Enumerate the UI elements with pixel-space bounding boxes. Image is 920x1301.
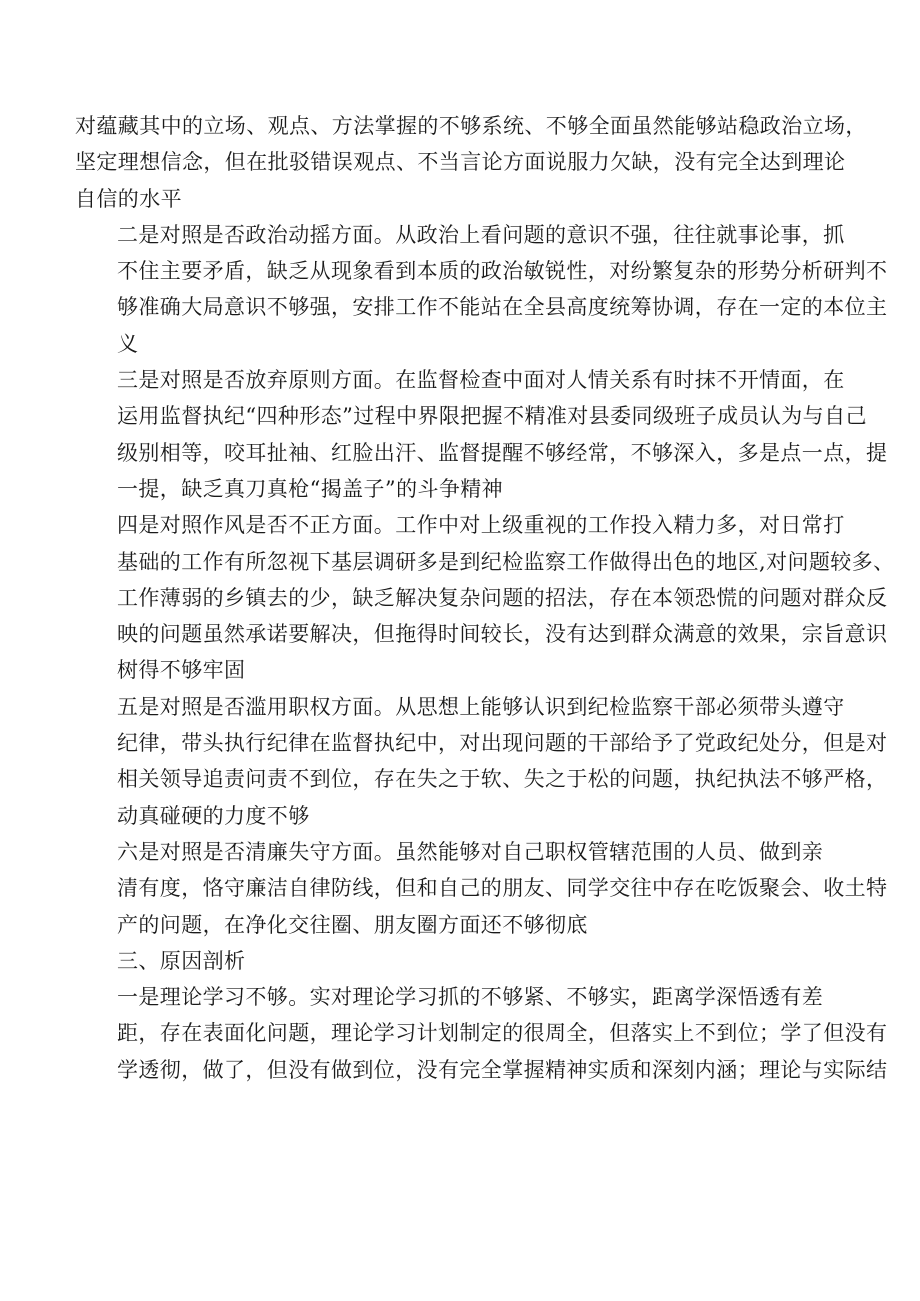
text-line: 对蕴藏其中的立场、观点、方法掌握的不够系统、不够全面虽然能够站稳政治立场，	[75, 114, 867, 138]
text-line: 树得不够牢固	[117, 658, 246, 683]
text-line: 五是对照是否滥用职权方面。从思想上能够认识到纪检监察干部必须带头遵守	[117, 694, 845, 719]
text-line: 一提，缺乏真刀真枪“揭盖子”的斗争精神	[117, 476, 504, 501]
text-line: 不住主要矛盾，缺乏从现象看到本质的政治敏锐性，对纷繁复杂的形势分析研判不	[117, 259, 888, 284]
text-line: 基础的工作有所忽视下基层调研多是到纪检监察工作做得出色的地区,对问题较多、	[117, 549, 895, 574]
text-line: 纪律，带头执行纪律在监督执纪中，对出现问题的干部给予了党政纪处分，但是对	[117, 731, 888, 756]
text-line: 动真碰硬的力度不够	[117, 803, 310, 828]
text-line: 三、原因剖析	[117, 948, 246, 973]
text-line: 自信的水平	[75, 186, 182, 211]
paragraph-work-style	[75, 507, 895, 688]
section-heading-cause-analysis	[75, 943, 850, 979]
paragraph-theory-confidence	[75, 108, 867, 217]
text-line: 坚定理想信念，但在批驳错误观点、不当言论方面说服力欠缺，没有完全达到理论	[75, 150, 846, 175]
paragraph-political-wavering	[75, 217, 888, 362]
text-line: 运用监督执纪“四种形态”过程中界限把握不精准对县委同级班子成员认为与自己	[117, 404, 867, 429]
text-line: 够准确大局意识不够强，安排工作不能站在全县高度统筹协调，存在一定的本位主	[117, 295, 888, 320]
text-line: 产的问题，在净化交往圈、朋友圈方面还不够彻底	[117, 912, 588, 937]
text-line: 工作薄弱的乡镇去的少，缺乏解决复杂问题的招法，存在本领恐慌的问题对群众反	[117, 585, 888, 610]
text-line: 义	[117, 331, 139, 356]
text-line: 四是对照作风是否不正方面。工作中对上级重视的工作投入精力多，对日常打	[117, 513, 845, 538]
paragraph-abandoning-principles	[75, 362, 888, 507]
paragraph-abuse-of-power	[75, 689, 888, 834]
text-line: 一是理论学习不够。实对理论学习抓的不够紧、不够实，距离学深悟透有差	[117, 985, 824, 1010]
text-line: 二是对照是否政治动摇方面。从政治上看问题的意识不强，往往就事论事，抓	[117, 222, 845, 247]
text-line: 学透彻，做了，但没有做到位，没有完全掌握精神实质和深刻内涵；理论与实际结	[117, 1057, 888, 1082]
text-line: 相关领导追责问责不到位，存在失之于软、失之于松的问题，执纪执法不够严格，	[117, 767, 888, 792]
text-line: 清有度，恪守廉洁自律防线，但和自己的朋友、同学交往中存在吃饭聚会、收土特	[117, 876, 888, 901]
paragraph-integrity	[75, 834, 888, 943]
text-line: 三是对照是否放弃原则方面。在监督检查中面对人情关系有时抹不开情面，在	[117, 368, 845, 393]
text-line: 级别相等，咬耳扯袖、红脸出汗、监督提醒不够经常，不够深入，多是点一点，提	[117, 440, 888, 465]
text-line: 距，存在表面化问题，理论学习计划制定的很周全，但落实上不到位；学了但没有	[117, 1021, 888, 1046]
text-line: 六是对照是否清廉失守方面。虽然能够对自己职权管辖范围的人员、做到亲	[117, 839, 824, 864]
text-line: 映的问题虽然承诺要解决，但拖得时间较长，没有达到群众满意的效果，宗旨意识	[117, 622, 888, 647]
paragraph-theory-study	[75, 979, 888, 1088]
